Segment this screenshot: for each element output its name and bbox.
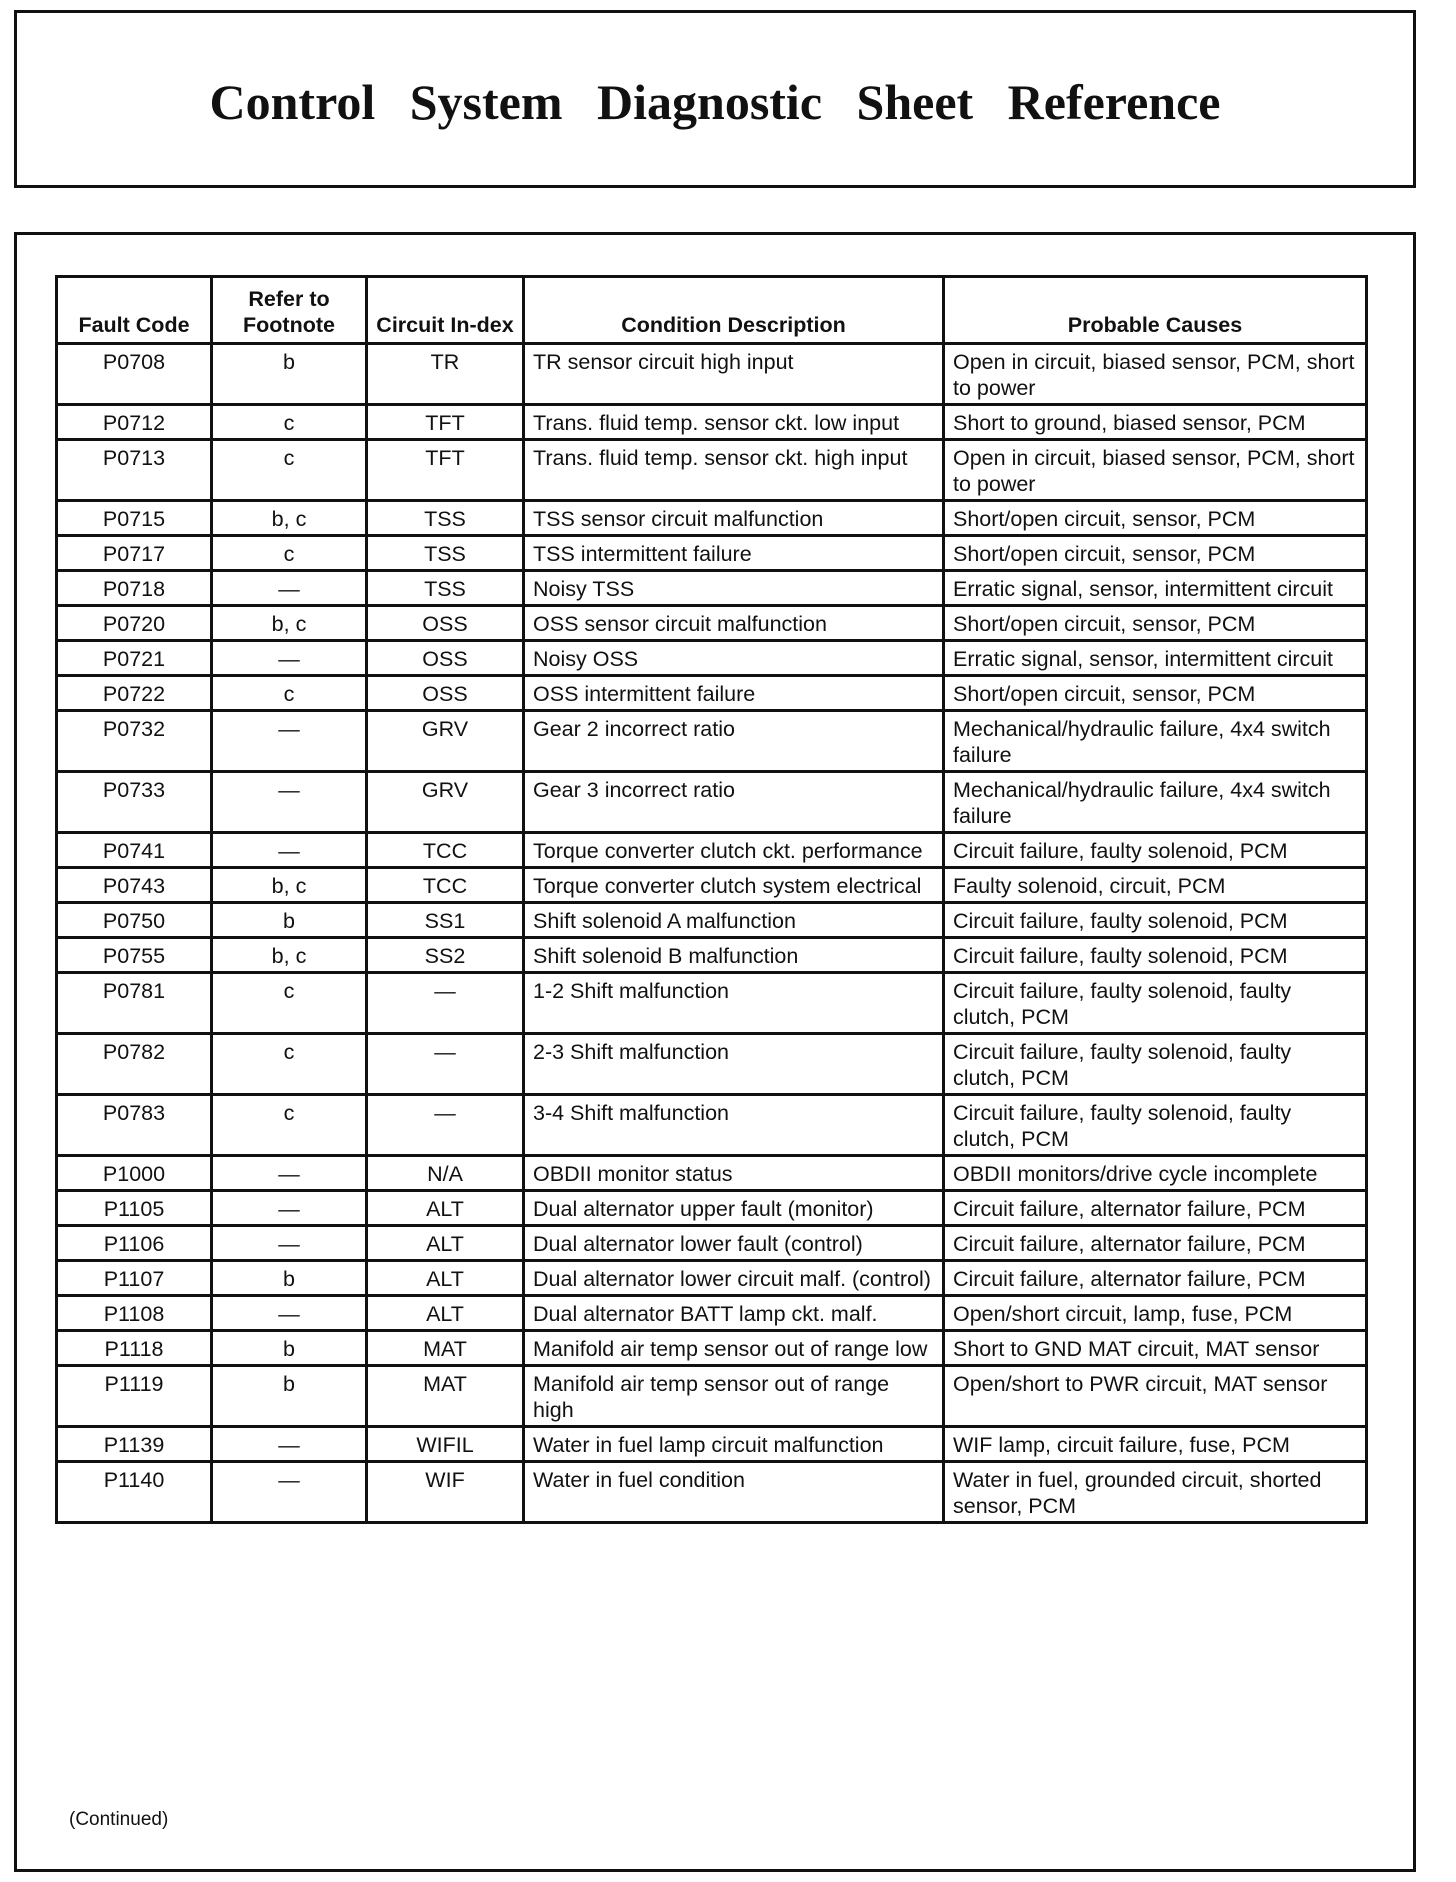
circuit-index-cell: WIF	[367, 1462, 524, 1523]
circuit-index-cell: TSS	[367, 571, 524, 606]
probable-causes-cell: WIF lamp, circuit failure, fuse, PCM	[944, 1427, 1367, 1462]
footnote-cell: —	[212, 1427, 367, 1462]
condition-cell: Shift solenoid B malfunction	[524, 938, 944, 973]
probable-causes-cell: Mechanical/hydraulic failure, 4x4 switch failure	[944, 711, 1367, 772]
table-row	[57, 1191, 1367, 1226]
circuit-index-cell: ALT	[367, 1261, 524, 1296]
table-row	[57, 501, 1367, 536]
probable-causes-cell: Open in circuit, biased sensor, PCM, short to power	[944, 440, 1367, 501]
probable-causes-cell: Short to ground, biased sensor, PCM	[944, 405, 1367, 440]
table-row	[57, 440, 1367, 501]
footnote-cell: b	[212, 344, 367, 405]
table-row	[57, 1462, 1367, 1523]
table-row	[57, 772, 1367, 833]
fault-code-cell: P0783	[57, 1095, 212, 1156]
footnote-cell: —	[212, 833, 367, 868]
footnote-cell: —	[212, 1462, 367, 1523]
condition-cell: Water in fuel condition	[524, 1462, 944, 1523]
condition-cell: Noisy OSS	[524, 641, 944, 676]
header-fault-code: Fault Code	[57, 277, 212, 344]
probable-causes-cell: Circuit failure, faulty solenoid, faulty clutch, PCM	[944, 1095, 1367, 1156]
fault-code-cell: P1140	[57, 1462, 212, 1523]
condition-cell: Torque converter clutch ckt. performance	[524, 833, 944, 868]
table-row	[57, 571, 1367, 606]
fault-code-cell: P0715	[57, 501, 212, 536]
fault-code-cell: P0713	[57, 440, 212, 501]
fault-code-cell: P0750	[57, 903, 212, 938]
circuit-index-cell: —	[367, 1095, 524, 1156]
fault-code-cell: P0720	[57, 606, 212, 641]
table-row	[57, 868, 1367, 903]
condition-cell: Trans. fluid temp. sensor ckt. high input	[524, 440, 944, 501]
table-row	[57, 833, 1367, 868]
fault-code-cell: P1105	[57, 1191, 212, 1226]
probable-causes-cell: Erratic signal, sensor, intermittent circuit	[944, 571, 1367, 606]
condition-cell: 3-4 Shift malfunction	[524, 1095, 944, 1156]
fault-code-cell: P0781	[57, 973, 212, 1034]
table-row	[57, 536, 1367, 571]
fault-code-cell: P0721	[57, 641, 212, 676]
table-row	[57, 344, 1367, 405]
circuit-index-cell: ALT	[367, 1226, 524, 1261]
condition-cell: 2-3 Shift malfunction	[524, 1034, 944, 1095]
table-row	[57, 973, 1367, 1034]
footnote-cell: —	[212, 1296, 367, 1331]
circuit-index-cell: SS2	[367, 938, 524, 973]
probable-causes-cell: Circuit failure, faulty solenoid, faulty clutch, PCM	[944, 973, 1367, 1034]
fault-code-cell: P0733	[57, 772, 212, 833]
footnote-cell: —	[212, 711, 367, 772]
probable-causes-cell: Circuit failure, alternator failure, PCM	[944, 1191, 1367, 1226]
footnote-cell: b, c	[212, 501, 367, 536]
probable-causes-cell: Faulty solenoid, circuit, PCM	[944, 868, 1367, 903]
table-row	[57, 676, 1367, 711]
fault-code-cell: P0741	[57, 833, 212, 868]
table-row	[57, 1296, 1367, 1331]
circuit-index-cell: OSS	[367, 606, 524, 641]
circuit-index-cell: MAT	[367, 1331, 524, 1366]
probable-causes-cell: Short/open circuit, sensor, PCM	[944, 536, 1367, 571]
condition-cell: TSS sensor circuit malfunction	[524, 501, 944, 536]
fault-code-cell: P1000	[57, 1156, 212, 1191]
circuit-index-cell: WIFIL	[367, 1427, 524, 1462]
fault-code-cell: P1139	[57, 1427, 212, 1462]
footnote-cell: —	[212, 641, 367, 676]
fault-code-table	[55, 275, 1368, 1524]
circuit-index-cell: OSS	[367, 676, 524, 711]
fault-code-cell: P1106	[57, 1226, 212, 1261]
table-row	[57, 711, 1367, 772]
circuit-index-cell: TCC	[367, 868, 524, 903]
fault-code-cell: P1108	[57, 1296, 212, 1331]
table-row	[57, 938, 1367, 973]
probable-causes-cell: Circuit failure, faulty solenoid, PCM	[944, 938, 1367, 973]
fault-code-cell: P0743	[57, 868, 212, 903]
probable-causes-cell: Short/open circuit, sensor, PCM	[944, 501, 1367, 536]
circuit-index-cell: ALT	[367, 1191, 524, 1226]
circuit-index-cell: TCC	[367, 833, 524, 868]
circuit-index-cell: TSS	[367, 536, 524, 571]
condition-cell: Water in fuel lamp circuit malfunction	[524, 1427, 944, 1462]
probable-causes-cell: Short/open circuit, sensor, PCM	[944, 606, 1367, 641]
table-frame	[14, 232, 1416, 1872]
header-footnote: Refer to Footnote	[212, 277, 367, 344]
footnote-cell: b, c	[212, 606, 367, 641]
footnote-cell: c	[212, 440, 367, 501]
probable-causes-cell: Circuit failure, faulty solenoid, PCM	[944, 833, 1367, 868]
fault-code-cell: P0717	[57, 536, 212, 571]
circuit-index-cell: TSS	[367, 501, 524, 536]
probable-causes-cell: Erratic signal, sensor, intermittent circuit	[944, 641, 1367, 676]
circuit-index-cell: TFT	[367, 440, 524, 501]
probable-causes-cell: Open in circuit, biased sensor, PCM, short to power	[944, 344, 1367, 405]
circuit-index-cell: MAT	[367, 1366, 524, 1427]
footnote-cell: b	[212, 1261, 367, 1296]
fault-code-cell: P0732	[57, 711, 212, 772]
circuit-index-cell: GRV	[367, 711, 524, 772]
probable-causes-cell: Open/short to PWR circuit, MAT sensor	[944, 1366, 1367, 1427]
condition-cell: OSS intermittent failure	[524, 676, 944, 711]
circuit-index-cell: SS1	[367, 903, 524, 938]
condition-cell: Gear 3 incorrect ratio	[524, 772, 944, 833]
fault-code-cell: P0755	[57, 938, 212, 973]
title-box	[14, 10, 1416, 188]
footnote-cell: b, c	[212, 938, 367, 973]
table-header-row	[57, 277, 1367, 344]
probable-causes-cell: Short/open circuit, sensor, PCM	[944, 676, 1367, 711]
condition-cell: 1-2 Shift malfunction	[524, 973, 944, 1034]
circuit-index-cell: N/A	[367, 1156, 524, 1191]
condition-cell: TR sensor circuit high input	[524, 344, 944, 405]
table-row	[57, 1156, 1367, 1191]
condition-cell: Shift solenoid A malfunction	[524, 903, 944, 938]
fault-code-cell: P1119	[57, 1366, 212, 1427]
condition-cell: Gear 2 incorrect ratio	[524, 711, 944, 772]
footnote-cell: c	[212, 536, 367, 571]
circuit-index-cell: ALT	[367, 1296, 524, 1331]
table-row	[57, 1095, 1367, 1156]
footnote-cell: —	[212, 1191, 367, 1226]
condition-cell: Manifold air temp sensor out of range low	[524, 1331, 944, 1366]
table-row	[57, 1034, 1367, 1095]
footnote-cell: b, c	[212, 868, 367, 903]
footnote-cell: —	[212, 772, 367, 833]
probable-causes-cell: Circuit failure, alternator failure, PCM	[944, 1261, 1367, 1296]
fault-code-cell: P1118	[57, 1331, 212, 1366]
table-row	[57, 606, 1367, 641]
circuit-index-cell: OSS	[367, 641, 524, 676]
circuit-index-cell: TFT	[367, 405, 524, 440]
table-row	[57, 1261, 1367, 1296]
fault-code-cell: P0708	[57, 344, 212, 405]
circuit-index-cell: —	[367, 973, 524, 1034]
footnote-cell: c	[212, 676, 367, 711]
footnote-cell: b	[212, 1331, 367, 1366]
table-row	[57, 1427, 1367, 1462]
probable-causes-cell: Open/short circuit, lamp, fuse, PCM	[944, 1296, 1367, 1331]
condition-cell: Trans. fluid temp. sensor ckt. low input	[524, 405, 944, 440]
probable-causes-cell: Short to GND MAT circuit, MAT sensor	[944, 1331, 1367, 1366]
probable-causes-cell: Circuit failure, alternator failure, PCM	[944, 1226, 1367, 1261]
footnote-cell: c	[212, 1034, 367, 1095]
fault-code-cell: P0782	[57, 1034, 212, 1095]
condition-cell: Dual alternator lower circuit malf. (control)	[524, 1261, 944, 1296]
table-row	[57, 641, 1367, 676]
footnote-cell: —	[212, 1226, 367, 1261]
condition-cell: Noisy TSS	[524, 571, 944, 606]
continued-note: (Continued)	[69, 1809, 169, 1830]
table-row	[57, 1366, 1367, 1427]
fault-code-cell: P1107	[57, 1261, 212, 1296]
probable-causes-cell: Mechanical/hydraulic failure, 4x4 switch failure	[944, 772, 1367, 833]
condition-cell: OSS sensor circuit malfunction	[524, 606, 944, 641]
table-row	[57, 1331, 1367, 1366]
fault-code-cell: P0722	[57, 676, 212, 711]
circuit-index-cell: —	[367, 1034, 524, 1095]
footnote-cell: c	[212, 973, 367, 1034]
footnote-cell: —	[212, 571, 367, 606]
circuit-index-cell: TR	[367, 344, 524, 405]
header-probable-causes: Probable Causes	[944, 277, 1367, 344]
condition-cell: Torque converter clutch system electrical	[524, 868, 944, 903]
condition-cell: Manifold air temp sensor out of range high	[524, 1366, 944, 1427]
table-row	[57, 1226, 1367, 1261]
condition-cell: Dual alternator BATT lamp ckt. malf.	[524, 1296, 944, 1331]
table-row	[57, 405, 1367, 440]
fault-code-cell: P0718	[57, 571, 212, 606]
probable-causes-cell: Water in fuel, grounded circuit, shorted sensor, PCM	[944, 1462, 1367, 1523]
footnote-cell: —	[212, 1156, 367, 1191]
footnote-cell: c	[212, 1095, 367, 1156]
condition-cell: Dual alternator upper fault (monitor)	[524, 1191, 944, 1226]
fault-code-cell: P0712	[57, 405, 212, 440]
circuit-index-cell: GRV	[367, 772, 524, 833]
table-row	[57, 903, 1367, 938]
condition-cell: TSS intermittent failure	[524, 536, 944, 571]
probable-causes-cell: OBDII monitors/drive cycle incomplete	[944, 1156, 1367, 1191]
page-title: Control System Diagnostic Sheet Reference	[209, 74, 1221, 130]
header-condition-description: Condition Description	[524, 277, 944, 344]
condition-cell: Dual alternator lower fault (control)	[524, 1226, 944, 1261]
probable-causes-cell: Circuit failure, faulty solenoid, faulty clutch, PCM	[944, 1034, 1367, 1095]
probable-causes-cell: Circuit failure, faulty solenoid, PCM	[944, 903, 1367, 938]
footnote-cell: c	[212, 405, 367, 440]
condition-cell: OBDII monitor status	[524, 1156, 944, 1191]
header-circuit-index: Circuit In-dex	[367, 277, 524, 344]
footnote-cell: b	[212, 1366, 367, 1427]
footnote-cell: b	[212, 903, 367, 938]
